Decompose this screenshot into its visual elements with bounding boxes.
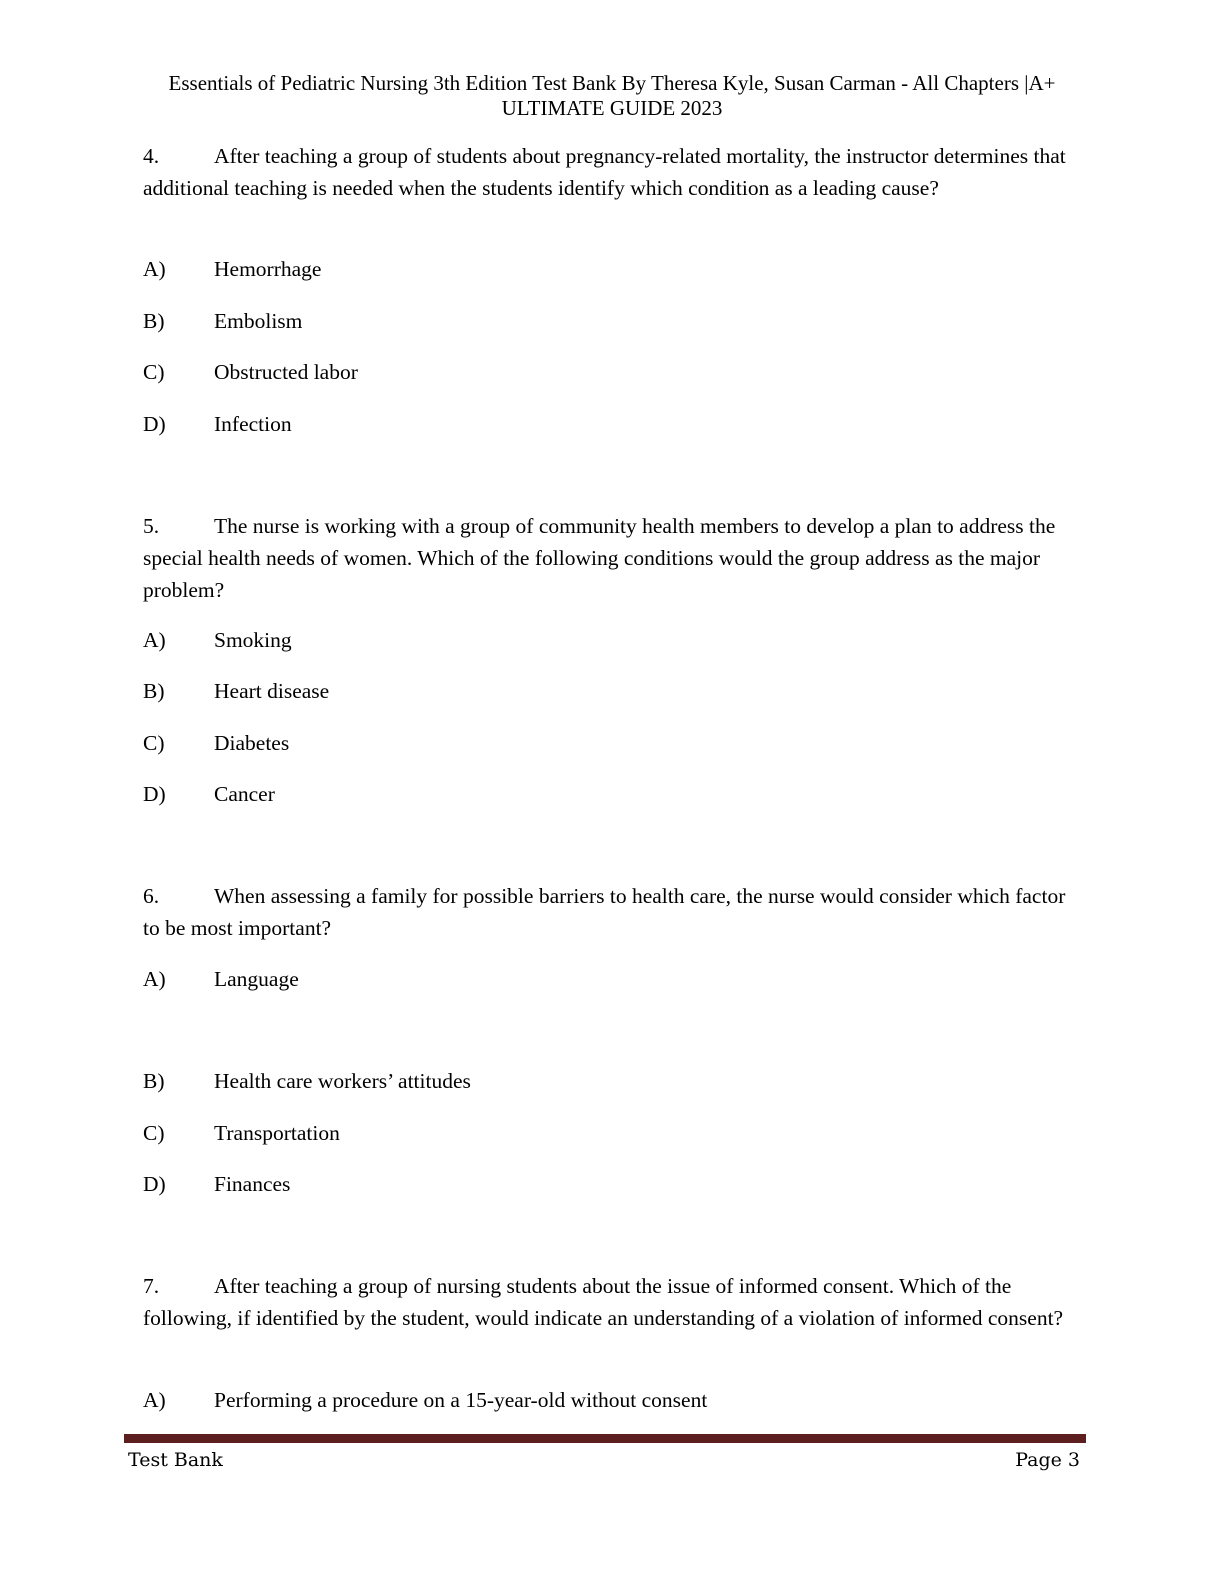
option-letter: A) [143,257,166,281]
option-letter: C) [143,1121,165,1145]
question-text: The nurse is working with a group of community health members to develop a plan to address the special health needs of women. Which of the following conditions would the group address as the major problem? [143,514,1056,602]
question-number: 4. [143,144,160,168]
option-text: Transportation [214,1121,340,1145]
question-number: 6. [143,884,160,908]
option-letter: A) [143,1388,166,1412]
option-text: Smoking [214,628,292,652]
option-b [143,1067,1083,1095]
option-text: Finances [214,1172,291,1196]
option-text: Embolism [214,309,303,333]
option-b [143,307,1083,335]
option-text: Performing a procedure on a 15-year-old without consent [214,1388,708,1412]
option-c [143,1119,1083,1147]
option-text: Obstructed labor [214,360,358,384]
question-number: 7. [143,1274,160,1298]
option-b [143,677,1083,705]
option-letter: B) [143,679,165,703]
page-header [0,71,1224,121]
option-text: Health care workers’ attitudes [214,1069,471,1093]
option-text: Hemorrhage [214,257,322,281]
question-6 [143,880,1083,944]
option-letter: D) [143,1172,166,1196]
option-c [143,729,1083,757]
question-number: 5. [143,514,160,538]
option-letter: A) [143,967,166,991]
option-c [143,358,1083,386]
option-letter: D) [143,412,166,436]
question-text: After teaching a group of nursing students about the issue of informed consent. Which of the following, if identified by the student, would indicate an understanding of a violation of informed consent? [143,1274,1064,1330]
question-4 [143,140,1083,204]
footer-label: Test Bank [128,1449,223,1471]
option-a [143,626,1083,654]
question-text: After teaching a group of students about pregnancy-related mortality, the instructor determines that additional teaching is needed when the students identify which condition as a leading cause? [143,144,1066,200]
option-letter: B) [143,1069,165,1093]
question-5 [143,510,1083,606]
option-text: Infection [214,412,292,436]
option-d [143,780,1083,808]
option-letter: B) [143,309,165,333]
footer-divider [124,1434,1086,1443]
header-title-line-1: Essentials of Pediatric Nursing 3th Edition Test Bank By Theresa Kyle, Susan Carman - All Chapters |A+ [168,71,1056,95]
option-a [143,965,1083,993]
option-text: Language [214,967,299,991]
page-number: Page 3 [1015,1449,1080,1471]
option-a [143,255,1083,283]
option-letter: C) [143,360,165,384]
question-text: When assessing a family for possible barriers to health care, the nurse would consider which factor to be most important? [143,884,1066,940]
option-a [143,1386,1083,1414]
option-text: Diabetes [214,731,290,755]
option-text: Cancer [214,782,275,806]
header-title-line-2: ULTIMATE GUIDE 2023 [501,96,723,120]
option-letter: A) [143,628,166,652]
option-letter: D) [143,782,166,806]
option-d [143,410,1083,438]
question-7 [143,1270,1083,1334]
option-text: Heart disease [214,679,330,703]
option-letter: C) [143,731,165,755]
option-d [143,1170,1083,1198]
